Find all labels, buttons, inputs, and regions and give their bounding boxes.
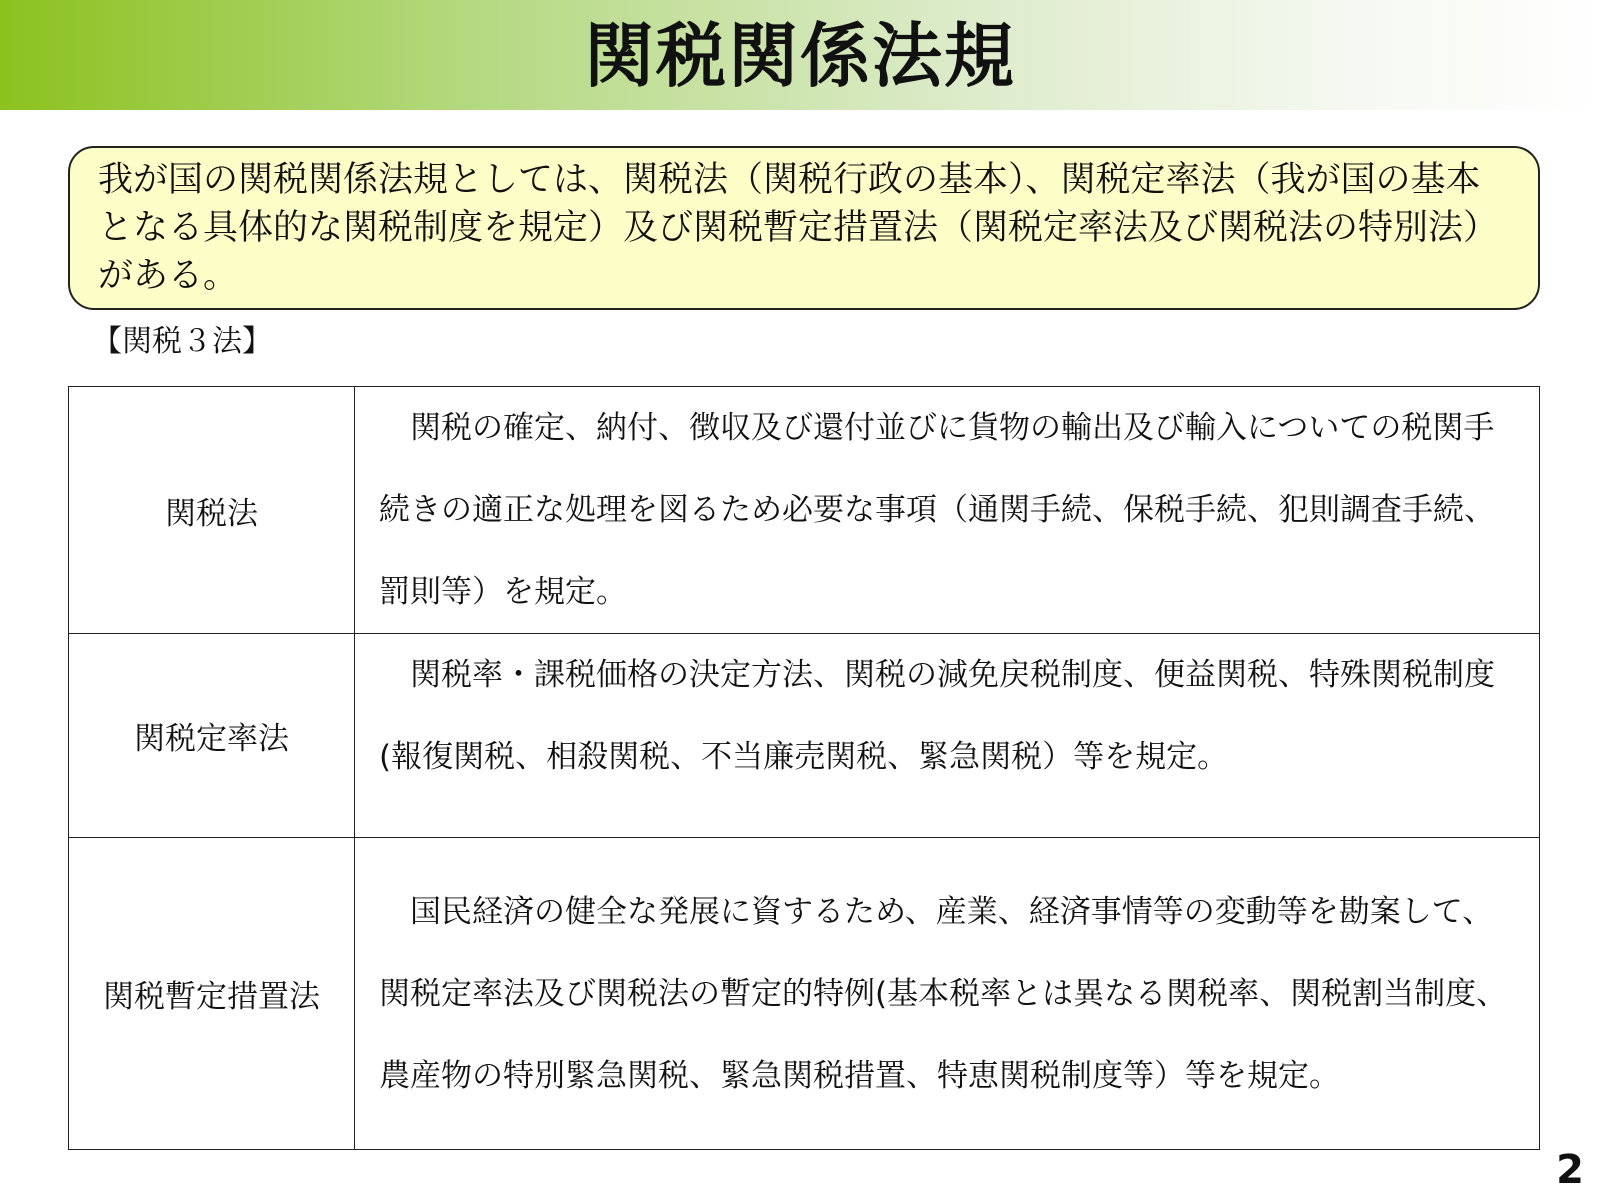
table-row [69,838,1540,1150]
section-label: 【関税３法】 [92,324,272,359]
page-title: 関税関係法規 [584,15,1016,97]
page-number: 2 [1556,1147,1584,1193]
law-description [355,838,1540,1150]
law-name-temporary-tariff-act: 関税暫定措置法 [69,838,355,1150]
law-description-text: 関税の確定、納付、徴収及び還付並びに貨物の輸出及び輸入についての税関手続きの適正な処理を図るため必要な事項（通関手続、保税手続、犯則調査手続、罰則等）を規定。 [379,410,1495,610]
table-row [69,634,1540,838]
law-description-text: 国民経済の健全な発展に資するため、産業、経済事情等の変動等を勘案して、関税定率法及び関税法の暫定的特例(基本税率とは異なる関税率、関税割当制度、農産物の特別緊急関税、緊急関税措置、特恵関税制度等）等を規定。 [379,893,1508,1094]
law-name-tariff-act: 関税定率法 [69,634,355,838]
laws-table [68,386,1540,1150]
law-description [355,634,1540,838]
law-name-customs-act: 関税法 [69,387,355,634]
law-description-text: 関税率・課税価格の決定方法、関税の減免戻税制度、便益関税、特殊関税制度(報復関税、相殺関税、不当廉売関税、緊急関税）等を規定。 [379,657,1495,775]
law-description [355,387,1540,634]
summary-box: 我が国の関税関係法規としては、関税法（関税行政の基本）、関税定率法（我が国の基本となる具体的な関税制度を規定）及び関税暫定措置法（関税定率法及び関税法の特別法）がある。 [68,146,1540,310]
table-row [69,387,1540,634]
